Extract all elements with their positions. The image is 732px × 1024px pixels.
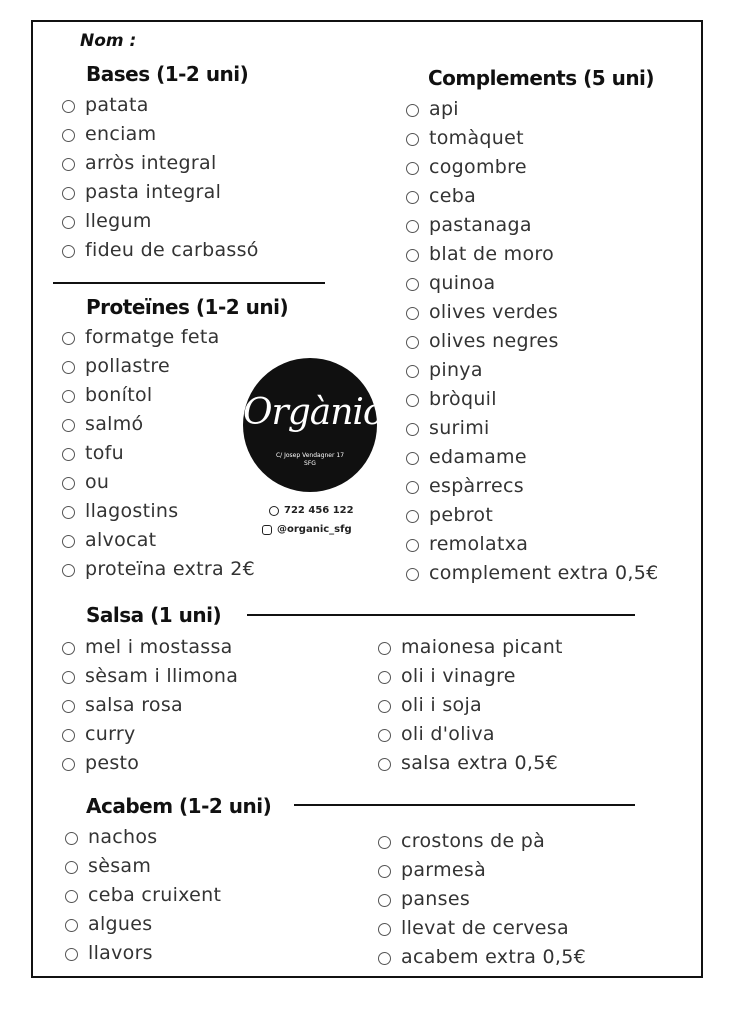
option-label: llavors: [88, 941, 153, 964]
checklist-item[interactable]: [378, 690, 563, 719]
option-label: curry: [85, 722, 136, 745]
option-label: parmesà: [401, 858, 487, 881]
option-checkbox[interactable]: [406, 539, 419, 552]
option-checkbox[interactable]: [406, 365, 419, 378]
checklist-item[interactable]: [406, 442, 659, 471]
option-checkbox[interactable]: [65, 948, 78, 961]
option-checkbox[interactable]: [62, 671, 75, 684]
checklist-item[interactable]: [406, 326, 659, 355]
option-checkbox[interactable]: [62, 245, 75, 258]
option-label: pesto: [85, 751, 140, 774]
acabem-left-list: [65, 822, 221, 967]
checklist-item[interactable]: [406, 558, 659, 587]
checklist-item[interactable]: [406, 384, 659, 413]
logo-address: [243, 452, 377, 468]
acabem-title: Acabem (1-2 uni): [86, 794, 272, 818]
checklist-item[interactable]: [378, 826, 586, 855]
checklist-item[interactable]: [406, 413, 659, 442]
option-checkbox[interactable]: [406, 162, 419, 175]
option-checkbox[interactable]: [378, 671, 391, 684]
option-checkbox[interactable]: [406, 133, 419, 146]
option-label: olives verdes: [429, 300, 559, 323]
checklist-item[interactable]: [406, 123, 659, 152]
checklist-item[interactable]: [378, 661, 563, 690]
checklist-item[interactable]: [378, 719, 563, 748]
checklist-item[interactable]: [378, 913, 586, 942]
option-checkbox[interactable]: [65, 890, 78, 903]
option-label: maionesa picant: [401, 635, 563, 658]
option-checkbox[interactable]: [62, 216, 75, 229]
instagram-handle: @organic_sfg: [277, 524, 352, 535]
option-checkbox[interactable]: [62, 758, 75, 771]
checklist-item[interactable]: [378, 942, 586, 971]
option-label: panses: [401, 887, 471, 910]
option-checkbox[interactable]: [406, 249, 419, 262]
option-checkbox[interactable]: [65, 832, 78, 845]
option-checkbox[interactable]: [378, 642, 391, 655]
option-checkbox[interactable]: [406, 220, 419, 233]
option-checkbox[interactable]: [62, 419, 75, 432]
acabem-right-list: [378, 826, 586, 971]
option-checkbox[interactable]: [406, 307, 419, 320]
checklist-item[interactable]: [62, 525, 255, 554]
salsa-right-list: [378, 632, 563, 777]
checklist-item[interactable]: [62, 119, 259, 148]
option-label: oli i soja: [401, 693, 482, 716]
checklist-item[interactable]: [62, 235, 259, 264]
option-checkbox[interactable]: [62, 448, 75, 461]
option-label: oli d'oliva: [401, 722, 495, 745]
option-label: api: [429, 97, 459, 120]
option-label: algues: [88, 912, 153, 935]
checklist-item[interactable]: [62, 496, 255, 525]
option-checkbox[interactable]: [406, 452, 419, 465]
option-checkbox[interactable]: [406, 568, 419, 581]
salsa-title: Salsa (1 uni): [86, 603, 222, 627]
option-checkbox[interactable]: [62, 564, 75, 577]
option-label: ou: [85, 470, 110, 493]
checklist-item[interactable]: [406, 529, 659, 558]
checklist-item[interactable]: [65, 851, 221, 880]
checklist-item[interactable]: [62, 409, 255, 438]
option-label: crostons de pà: [401, 829, 546, 852]
option-label: nachos: [88, 825, 158, 848]
checklist-item[interactable]: [406, 500, 659, 529]
logo-address-line1: C/ Josep Vendagner 17: [275, 452, 345, 459]
bases-list: [62, 90, 259, 264]
option-label: edamame: [429, 445, 527, 468]
option-checkbox[interactable]: [65, 861, 78, 874]
option-checkbox[interactable]: [406, 423, 419, 436]
option-label: formatge feta: [85, 325, 220, 348]
name-label: Nom :: [80, 31, 137, 51]
option-label: pinya: [429, 358, 483, 381]
checklist-item[interactable]: [378, 748, 563, 777]
option-label: llegum: [85, 209, 152, 232]
option-label: pollastre: [85, 354, 171, 377]
checklist-item[interactable]: [406, 355, 659, 384]
checklist-item[interactable]: [62, 438, 255, 467]
option-label: oli i vinagre: [401, 664, 516, 687]
checklist-item[interactable]: [62, 661, 238, 690]
option-label: pasta integral: [85, 180, 222, 203]
option-label: alvocat: [85, 528, 157, 551]
option-checkbox[interactable]: [378, 729, 391, 742]
option-label: olives negres: [429, 329, 559, 352]
option-label: arròs integral: [85, 151, 217, 174]
option-label: quinoa: [429, 271, 496, 294]
bases-divider: [53, 282, 325, 284]
option-label: pebrot: [429, 503, 494, 526]
instagram-icon: [262, 525, 272, 535]
checklist-item[interactable]: [406, 181, 659, 210]
option-label: sèsam: [88, 854, 152, 877]
option-checkbox[interactable]: [378, 700, 391, 713]
checklist-item[interactable]: [62, 380, 255, 409]
option-label: complement extra 0,5€: [429, 561, 659, 584]
option-checkbox[interactable]: [65, 919, 78, 932]
instagram-contact: [262, 524, 352, 535]
checklist-item[interactable]: [62, 690, 238, 719]
option-label: ceba: [429, 184, 477, 207]
checklist-item[interactable]: [62, 206, 259, 235]
option-label: llagostins: [85, 499, 179, 522]
checklist-item[interactable]: [62, 719, 238, 748]
option-checkbox[interactable]: [406, 510, 419, 523]
proteines-list: [62, 322, 255, 583]
option-checkbox[interactable]: [406, 278, 419, 291]
checklist-item[interactable]: [378, 884, 586, 913]
proteines-title: Proteïnes (1-2 uni): [86, 295, 289, 319]
option-checkbox[interactable]: [406, 394, 419, 407]
bases-title: Bases (1-2 uni): [86, 62, 249, 86]
organic-logo: [243, 358, 383, 492]
option-checkbox[interactable]: [62, 535, 75, 548]
option-label: mel i mostassa: [85, 635, 233, 658]
option-label: sèsam i llimona: [85, 664, 239, 687]
option-checkbox[interactable]: [62, 477, 75, 490]
checklist-item[interactable]: [406, 471, 659, 500]
option-label: tomàquet: [429, 126, 524, 149]
option-label: tofu: [85, 441, 125, 464]
option-checkbox[interactable]: [406, 481, 419, 494]
option-checkbox[interactable]: [62, 390, 75, 403]
checklist-item[interactable]: [65, 938, 221, 967]
checklist-item[interactable]: [378, 855, 586, 884]
option-label: cogombre: [429, 155, 527, 178]
option-label: bròquil: [429, 387, 497, 410]
option-label: salmó: [85, 412, 144, 435]
option-label: acabem extra 0,5€: [401, 945, 586, 968]
acabem-divider: [294, 804, 635, 806]
option-label: salsa rosa: [85, 693, 183, 716]
option-checkbox[interactable]: [62, 729, 75, 742]
option-label: llevat de cervesa: [401, 916, 569, 939]
complements-list: [406, 94, 659, 587]
option-checkbox[interactable]: [378, 758, 391, 771]
checklist-item[interactable]: [62, 322, 255, 351]
checklist-item[interactable]: [62, 177, 259, 206]
checklist-item[interactable]: [65, 822, 221, 851]
option-checkbox[interactable]: [62, 506, 75, 519]
option-checkbox[interactable]: [62, 100, 75, 113]
option-label: ceba cruixent: [88, 883, 222, 906]
option-checkbox[interactable]: [62, 332, 75, 345]
option-checkbox[interactable]: [406, 336, 419, 349]
option-checkbox[interactable]: [378, 894, 391, 907]
checklist-item[interactable]: [378, 632, 563, 661]
option-label: salsa extra 0,5€: [401, 751, 559, 774]
checklist-item[interactable]: [62, 148, 259, 177]
checklist-item[interactable]: [62, 90, 259, 119]
complements-title: Complements (5 uni): [428, 66, 655, 90]
checklist-item[interactable]: [406, 268, 659, 297]
option-checkbox[interactable]: [406, 191, 419, 204]
checklist-item[interactable]: [62, 351, 255, 380]
checklist-item[interactable]: [406, 94, 659, 123]
option-checkbox[interactable]: [378, 865, 391, 878]
option-checkbox[interactable]: [62, 158, 75, 171]
option-label: proteïna extra 2€: [85, 557, 256, 580]
checklist-item[interactable]: [62, 467, 255, 496]
option-label: bonítol: [85, 383, 153, 406]
checklist-item[interactable]: [406, 210, 659, 239]
checklist-item[interactable]: [406, 297, 659, 326]
checklist-item[interactable]: [65, 909, 221, 938]
checklist-item[interactable]: [406, 239, 659, 268]
option-checkbox[interactable]: [62, 700, 75, 713]
option-checkbox[interactable]: [62, 187, 75, 200]
option-label: patata: [85, 93, 149, 116]
phone-contact: [269, 505, 354, 516]
whatsapp-icon: [269, 506, 279, 516]
option-label: enciam: [85, 122, 157, 145]
option-label: remolatxa: [429, 532, 529, 555]
checklist-item[interactable]: [65, 880, 221, 909]
checklist-item[interactable]: [62, 554, 255, 583]
logo-name: Orgànic: [243, 392, 383, 433]
phone-number: 722 456 122: [284, 505, 354, 516]
option-label: surimi: [429, 416, 490, 439]
logo-address-line2: SFG: [304, 460, 316, 467]
option-checkbox[interactable]: [378, 836, 391, 849]
checklist-item[interactable]: [406, 152, 659, 181]
option-label: blat de moro: [429, 242, 555, 265]
checklist-item[interactable]: [62, 748, 238, 777]
option-label: pastanaga: [429, 213, 532, 236]
salsa-left-list: [62, 632, 238, 777]
option-label: fideu de carbassó: [85, 238, 259, 261]
option-checkbox[interactable]: [406, 104, 419, 117]
option-checkbox[interactable]: [378, 923, 391, 936]
option-checkbox[interactable]: [378, 952, 391, 965]
option-checkbox[interactable]: [62, 129, 75, 142]
salsa-divider: [247, 614, 635, 616]
option-checkbox[interactable]: [62, 642, 75, 655]
checklist-item[interactable]: [62, 632, 238, 661]
option-label: espàrrecs: [429, 474, 524, 497]
option-checkbox[interactable]: [62, 361, 75, 374]
